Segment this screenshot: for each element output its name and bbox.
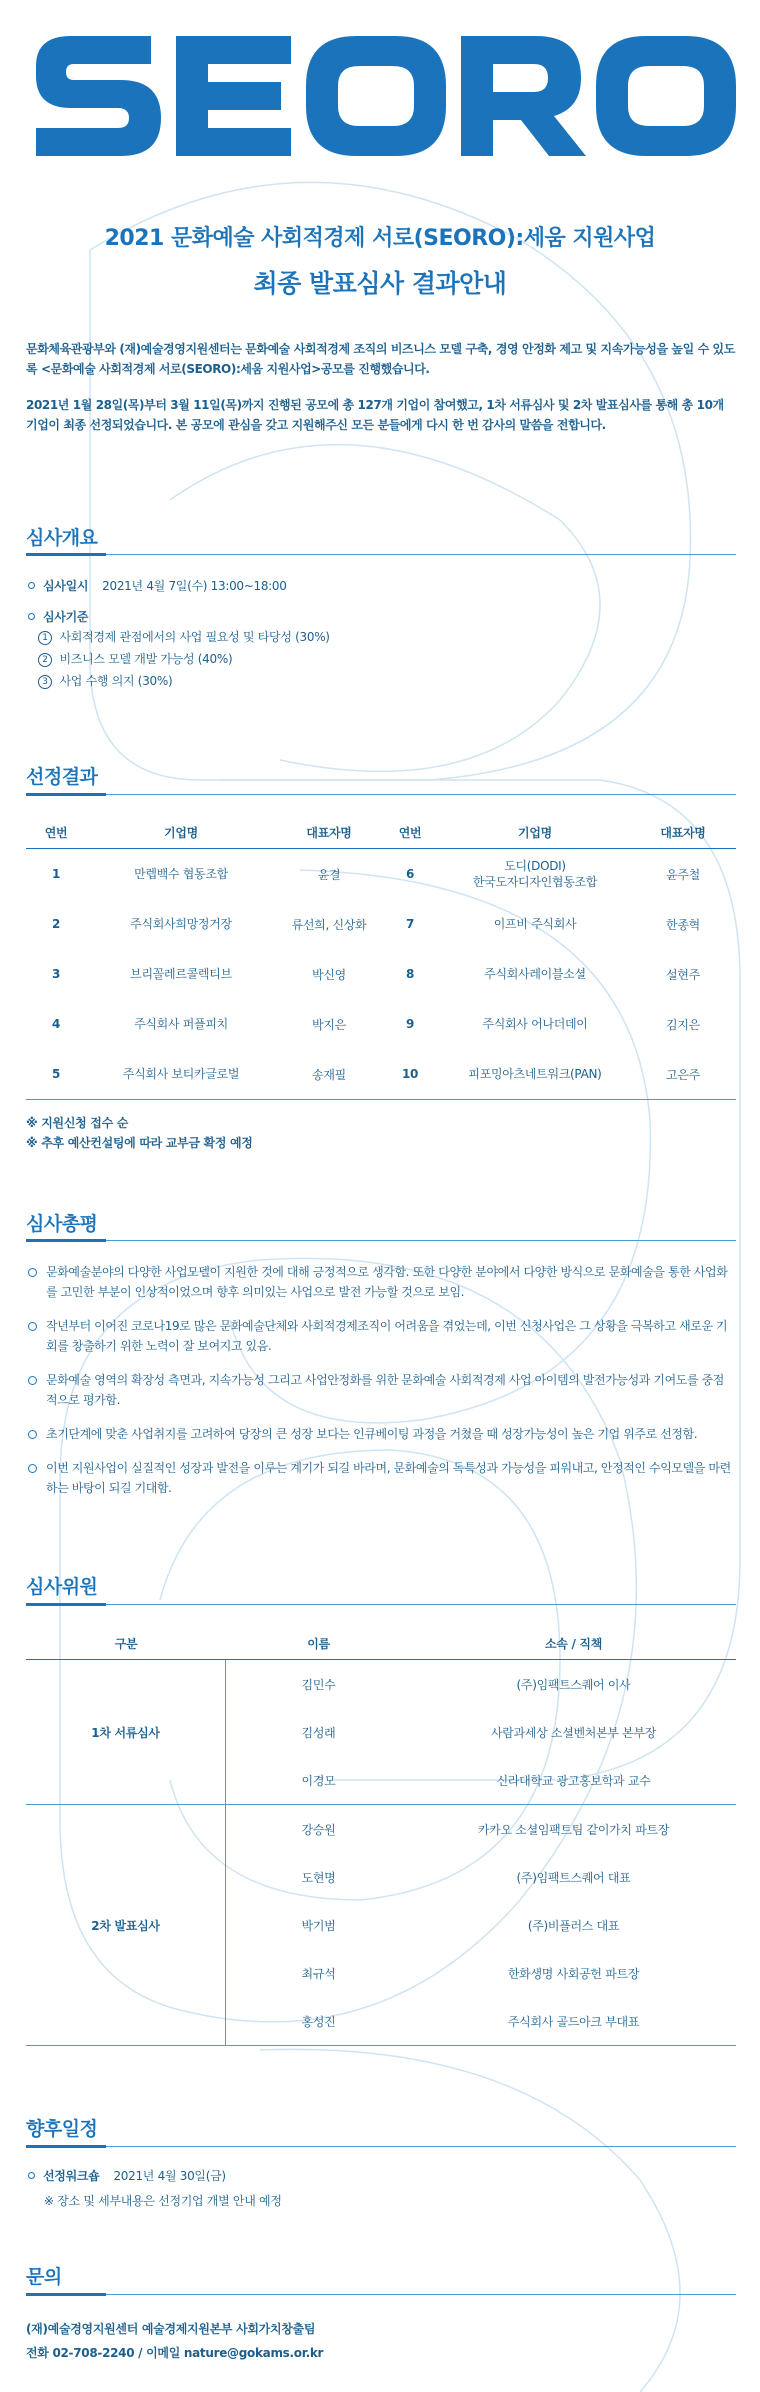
circled-number: 3 — [38, 675, 52, 689]
judge-affiliation: 사람과세상 소셜벤처본부 본부장 — [490, 1725, 657, 1740]
row-number: 6 — [405, 867, 415, 881]
company-name: 브리꼴레르콜렉티브 — [130, 967, 232, 981]
row-number: 3 — [51, 967, 61, 981]
table-header — [26, 817, 382, 849]
seoro-logo — [26, 36, 736, 156]
judge-group — [26, 1805, 736, 2046]
title-line-2: 최종 발표심사 결과안내 — [253, 269, 507, 298]
section-divider — [26, 554, 736, 555]
representative-name: 설현주 — [666, 967, 700, 982]
judge-group-name: 1차 서류심사 — [26, 1660, 226, 1804]
results-notes — [26, 1113, 253, 1153]
representative-name: 고은주 — [666, 1067, 700, 1082]
intro-paragraph: 문화체육관광부와 (재)예술경영지원센터는 문화예술 사회적경제 조직의 비즈니스 모델 구축, 경영 안정화 제고 및 지속가능성을 높일 수 있도록 <문화예술 사회적경제 서로(SEORO):세움 지원사업>공모를 진행했습니다. — [26, 342, 735, 376]
table-bottom-rule — [380, 1099, 736, 1100]
header-company: 기업명 — [164, 826, 198, 840]
judges-table — [26, 1628, 736, 2046]
contact-phone-email: 전화 02-708-2240 / 이메일 nature@gokams.or.kr — [26, 2346, 324, 2360]
table-body — [380, 849, 736, 1099]
judge-row — [226, 1708, 736, 1756]
schedule-date: 2021년 4월 30일(금) — [113, 2169, 226, 2183]
review-criteria-label: 심사기준 — [43, 610, 89, 624]
judge-row — [226, 1853, 736, 1901]
judge-name: 박기범 — [301, 1918, 336, 1933]
judge-row — [226, 1805, 736, 1853]
header-company: 기업명 — [518, 826, 552, 840]
table-body — [26, 849, 382, 1099]
criteria-text: 사회적경제 관점에서의 사업 필요성 및 타당성 (30%) — [59, 630, 330, 644]
intro-text — [26, 339, 736, 435]
section-divider — [26, 794, 736, 795]
section-title-schedule: 향후일정 — [26, 2118, 98, 2140]
judge-affiliation: 신라대학교 광고홍보학과 교수 — [496, 1773, 651, 1788]
header-category: 구분 — [114, 1637, 138, 1651]
row-number: 5 — [51, 1067, 61, 1081]
review-item: 초기단계에 맞춘 사업취지를 고려하여 당장의 큰 성장 보다는 인큐베이팅 과정을 거쳤을 때 성장가능성이 높은 기업 위주로 선정함. — [28, 1424, 734, 1444]
judge-affiliation: 카카오 소셜임팩트팀 같이가치 파트장 — [477, 1822, 670, 1837]
table-row — [380, 899, 736, 949]
judge-affiliation: (주)비플러스 대표 — [527, 1918, 620, 1933]
contact-info — [26, 2317, 323, 2365]
table-row — [26, 949, 382, 999]
representative-name: 류선희, 신상화 — [291, 917, 367, 932]
header-no: 연번 — [44, 826, 68, 840]
headline — [0, 222, 760, 304]
review-criteria — [28, 608, 102, 625]
review-item: 문화예술 영역의 확장성 측면과, 지속가능성 그리고 사업안정화를 위한 문화예술 사회적경제 사업 아이템의 발전가능성과 기여도를 중점적으로 평가함. — [28, 1370, 734, 1410]
schedule-workshop — [28, 2167, 226, 2184]
table-header — [380, 817, 736, 849]
criteria-list — [38, 626, 330, 692]
judge-affiliation: 한화생명 사회공헌 파트장 — [507, 1966, 640, 1981]
header-rep: 대표자명 — [306, 826, 352, 840]
table-header — [26, 1628, 736, 1660]
judge-row — [226, 1949, 736, 1997]
table-row — [26, 849, 382, 899]
representative-name: 송재필 — [312, 1067, 346, 1082]
review-date-label: 심사일시 — [43, 579, 89, 593]
schedule-label: 선정워크숍 — [43, 2169, 100, 2183]
judge-name: 도현명 — [301, 1870, 336, 1885]
judge-name: 최규석 — [301, 1966, 336, 1981]
table-body — [26, 1660, 736, 2046]
table-row — [380, 949, 736, 999]
judge-row — [226, 1756, 736, 1804]
review-date-value: 2021년 4월 7일(수) 13:00~18:00 — [102, 579, 287, 593]
row-number: 9 — [405, 1017, 415, 1031]
representative-name: 윤주철 — [666, 867, 700, 882]
row-number: 1 — [51, 867, 61, 881]
table-row — [26, 899, 382, 949]
company-name: 주식회사레이블소셜 — [484, 967, 586, 981]
judge-affiliation: (주)임팩트스퀘어 대표 — [516, 1870, 631, 1885]
contact-org: (재)예술경영지원센터 예술경제지원본부 사회가치창출팀 — [26, 2322, 316, 2336]
table-row — [380, 849, 736, 899]
judge-group-name: 2차 발표심사 — [26, 1805, 226, 2045]
row-number: 10 — [401, 1067, 419, 1081]
header-no: 연번 — [398, 826, 422, 840]
row-number: 4 — [51, 1017, 61, 1031]
row-number: 8 — [405, 967, 415, 981]
review-item: 작년부터 이어진 코로나19로 많은 문화예술단체와 사회적경제조직이 어려움을 겪었는데, 이번 신청사업은 그 상황을 극복하고 새로운 기회를 창출하기 위한 노력이 잘 보여지고 있음. — [28, 1316, 734, 1356]
row-number: 2 — [51, 917, 61, 931]
judge-row — [226, 1901, 736, 1949]
section-title-judges: 심사위원 — [26, 1576, 98, 1598]
judge-row — [226, 1997, 736, 2045]
judge-name: 김민수 — [301, 1677, 336, 1692]
representative-name: 한종혁 — [666, 917, 700, 932]
company-name: 주식회사 퍼플피치 — [134, 1017, 228, 1031]
company-name: 주식회사 보티카글로벌 — [122, 1067, 240, 1081]
company-name: 주식회사희망정거장 — [130, 917, 232, 931]
bullet-icon — [28, 613, 35, 620]
section-divider — [26, 1604, 736, 1605]
representative-name: 김지은 — [666, 1017, 700, 1032]
judge-name: 강승원 — [301, 1822, 336, 1837]
section-title-overview: 심사개요 — [26, 527, 98, 549]
judge-affiliation: (주)임팩트스퀘어 이사 — [516, 1677, 631, 1692]
company-name: 만렙백수 협동조합 — [134, 867, 228, 881]
circled-number: 1 — [38, 631, 52, 645]
header-rep: 대표자명 — [660, 826, 706, 840]
section-title-contact: 문의 — [26, 2266, 62, 2288]
table-row — [380, 1049, 736, 1099]
section-divider — [26, 2146, 736, 2147]
representative-name: 박신영 — [312, 967, 346, 982]
note: ※ 지원신청 접수 순 — [26, 1116, 129, 1130]
schedule-note: ※ 장소 및 세부내용은 선정기업 개별 안내 예정 — [44, 2194, 282, 2208]
representative-name: 윤결 — [317, 867, 341, 882]
intro-paragraph: 2021년 1월 28일(목)부터 3월 11일(목)까지 진행된 공모에 총 127개 기업이 참여했고, 1차 서류심사 및 2차 발표심사를 통해 총 10개 기업이 최종 선정되었습니다. 본 공모에 관심을 갖고 지원해주신 모든 분들에게 다시 한 번 감사의 말씀을 전합니다. — [26, 398, 724, 432]
bullet-icon — [28, 2172, 35, 2179]
note: ※ 추후 예산컨설팅에 따라 교부금 확정 예정 — [26, 1136, 253, 1150]
bullet-icon — [28, 582, 35, 589]
results-table-right — [380, 817, 736, 1100]
company-name: 도디(DODI) 한국도자디자인협동조합 — [472, 859, 598, 889]
section-divider — [26, 1240, 736, 1241]
table-row — [26, 1049, 382, 1099]
circled-number: 2 — [38, 653, 52, 667]
table-row — [26, 999, 382, 1049]
criteria-item — [38, 670, 330, 692]
title-line-1: 2021 문화예술 사회적경제 서로(SEORO):세움 지원사업 — [104, 226, 656, 251]
company-name: 피포밍아츠네트워크(PAN) — [468, 1067, 602, 1081]
review-date — [28, 577, 287, 594]
table-row — [380, 999, 736, 1049]
section-title-results: 선정결과 — [26, 766, 98, 788]
company-name: 이프비 주식회사 — [493, 917, 577, 931]
criteria-item — [38, 648, 330, 670]
section-divider — [26, 2294, 736, 2295]
review-item: 문화예술분야의 다양한 사업모델이 지원한 것에 대해 긍정적으로 생각함. 또한 다양한 분야에서 다양한 방식으로 문화예술을 통한 사업화를 고민한 부분이 인상적이었으며 향후 의미있는 사업으로 발전 가능할 것으로 보임. — [28, 1262, 734, 1302]
row-number: 7 — [405, 917, 415, 931]
representative-name: 박지은 — [312, 1017, 346, 1032]
judge-row — [226, 1660, 736, 1708]
company-name: 주식회사 어나더데이 — [482, 1017, 588, 1031]
judge-name: 이경모 — [301, 1773, 336, 1788]
table-bottom-rule — [26, 1099, 382, 1100]
section-title-review: 심사총평 — [26, 1213, 98, 1235]
criteria-item — [38, 626, 330, 648]
judge-group — [26, 1660, 736, 1805]
header-name: 이름 — [307, 1637, 330, 1651]
judge-affiliation: 주식회사 골드아크 부대표 — [507, 2014, 640, 2029]
review-list — [28, 1262, 734, 1512]
judge-name: 홍성진 — [301, 2014, 336, 2029]
judge-name: 김성래 — [301, 1725, 336, 1740]
results-table-left — [26, 817, 382, 1100]
criteria-text: 사업 수행 의지 (30%) — [59, 674, 173, 688]
review-item: 이번 지원사업이 실질적인 성장과 발전을 이루는 계기가 되길 바라며, 문화예술의 독특성과 가능성을 피워내고, 안정적인 수익모델을 마련하는 바탕이 되길 기대함. — [28, 1458, 734, 1498]
header-affiliation: 소속 / 직책 — [544, 1637, 602, 1651]
criteria-text: 비즈니스 모델 개발 가능성 (40%) — [59, 652, 233, 666]
